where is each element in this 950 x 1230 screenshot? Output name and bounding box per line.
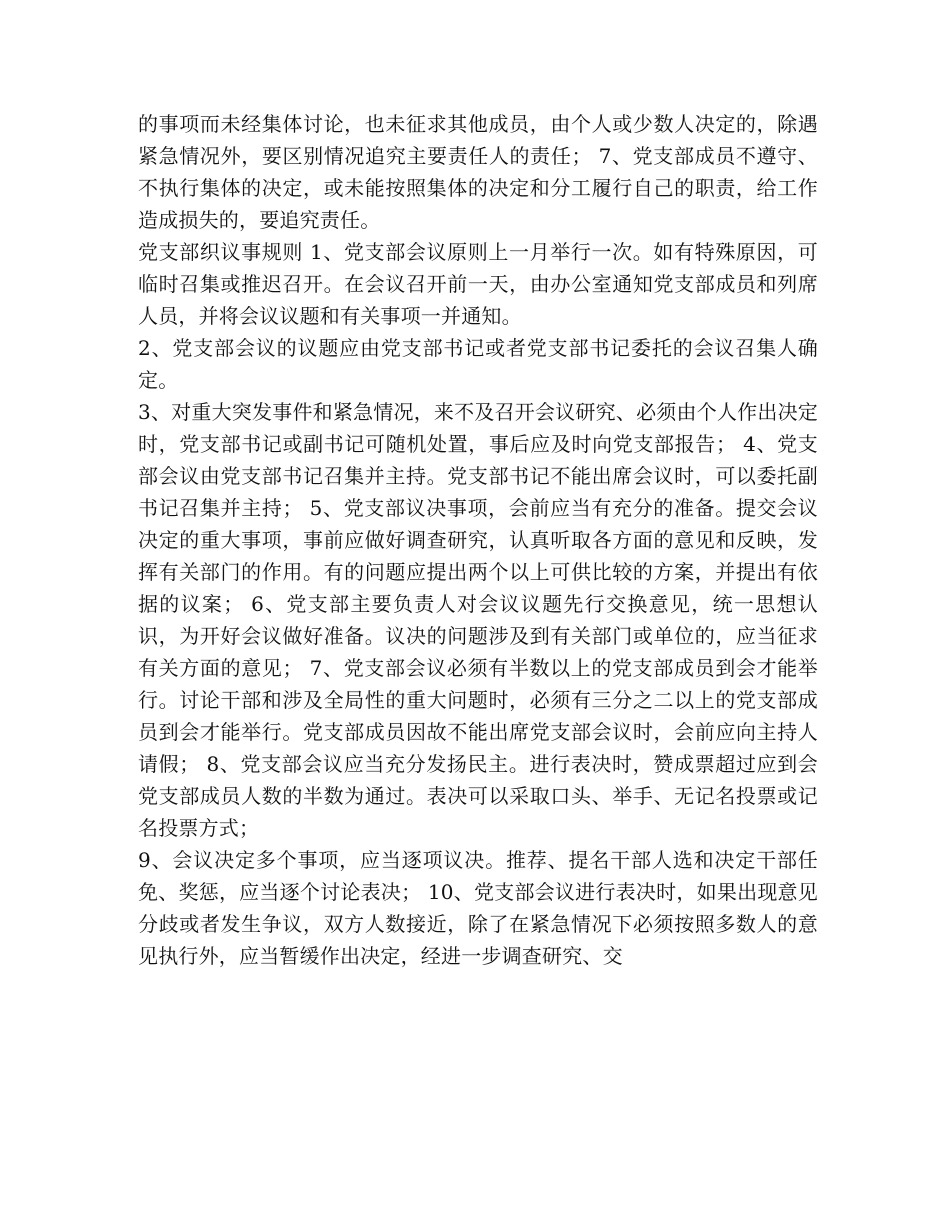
paragraph-voting-procedures: 9、会议决定多个事项，应当逐项议决。推荐、提名干部人选和决定干部任免、奖惩，应当逐个讨论表决； 10、党支部会议进行表决时，如果出现意见分歧或者发生争议，双方人数接近，除了在紧急情况下必须按照多数人的意见执行外，应当暂缓作出决定，经进一步调查研究、交 <box>138 848 818 968</box>
paragraph-agenda-setting: 2、党支部会议的议题应由党支部书记或者党支部书记委托的会议召集人确定。 <box>138 336 818 392</box>
paragraph-meeting-rules-intro: 党支部织议事规则 1、党支部会议原则上一月举行一次。如有特殊原因，可临时召集或推迟召开。在会议召开前一天，由办公室通知党支部成员和列席人员，并将会议议题和有关事项一并通知。 <box>138 240 818 328</box>
paragraph-emergency-and-meeting-procedures: 3、对重大突发事件和紧急情况，来不及召开会议研究、必须由个人作出决定时，党支部书记或副书记可随机处置，事后应及时向党支部报告； 4、党支部会议由党支部书记召集并主持。党支部书记不能出席会议时，可以委托副书记召集并主持； 5、党支部议决事项，会前应当有充分的准备。提交会议决定的重大事项，事前应做好调查研究，认真听取各方面的意见和反映，发挥有关部门的作用。有的问题应提出两个以上可供比较的方案，并提出有依据的议案； 6、党支部主要负责人对会议议题先行交换意见，统一思想认识，为开好会议做好准备。议决的问题涉及到有关部门或单位的，应当征求有关方面的意见； 7、党支部会议必须有半数以上的党支部成员到会才能举行。讨论干部和涉及全局性的重大问题时，必须有三分之二以上的党支部成员到会才能举行。党支部成员因故不能出席党支部会议时，会前应向主持人请假； 8、党支部会议应当充分发扬民主。进行表决时，赞成票超过应到会党支部成员人数的半数为通过。表决可以采取口头、举手、无记名投票或记名投票方式； <box>138 400 818 840</box>
paragraph-continued-responsibility: 的事项而未经集体讨论，也未征求其他成员，由个人或少数人决定的，除遇紧急情况外，要区别情况追究主要责任人的责任； 7、党支部成员不遵守、不执行集体的决定，或未能按照集体的决定和分工履行自己的职责，给工作造成损失的，要追究责任。 <box>138 112 818 232</box>
document-page <box>138 108 818 972</box>
